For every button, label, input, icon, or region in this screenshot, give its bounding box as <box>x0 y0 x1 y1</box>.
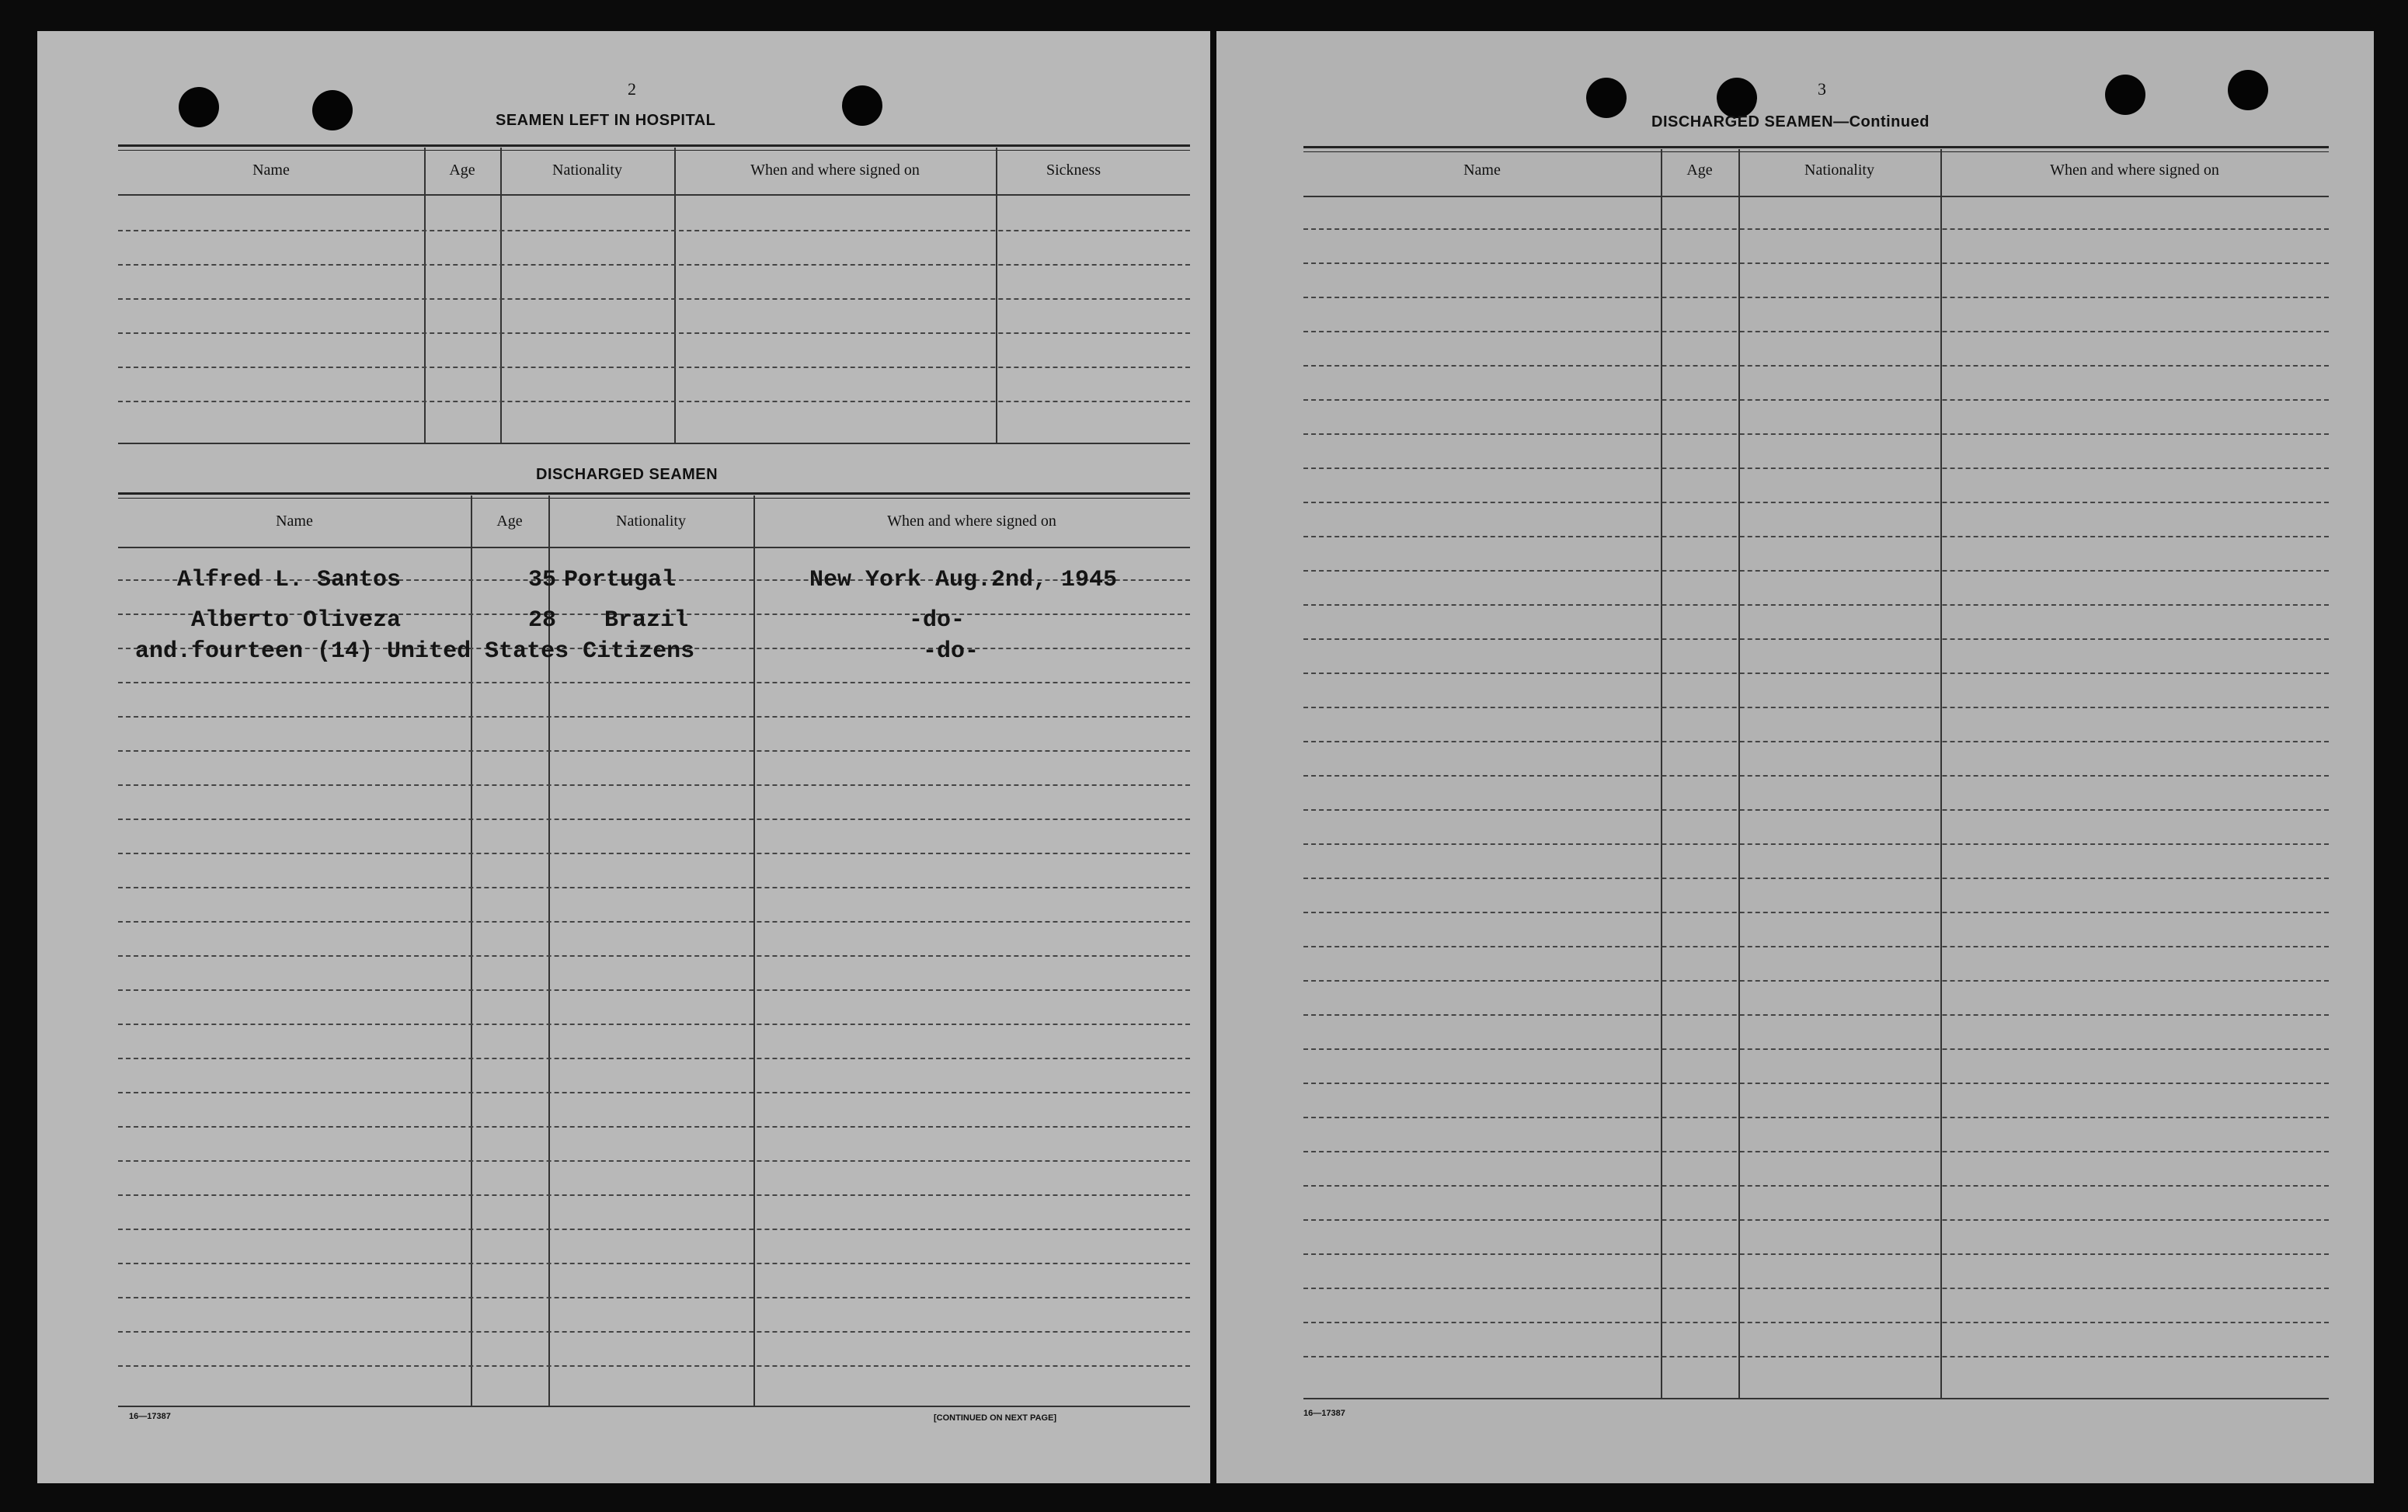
ruled-line <box>118 1058 1190 1059</box>
column-divider <box>1661 149 1662 1398</box>
ruled-line <box>1303 365 2329 367</box>
ruled-line <box>1303 946 2329 947</box>
col-signed-on-header: When and where signed on <box>2050 162 2219 179</box>
ruled-line <box>118 230 1190 231</box>
ruled-line <box>1303 1185 2329 1187</box>
ruled-line <box>1303 1288 2329 1289</box>
ruled-line <box>118 887 1190 888</box>
col-name-header: Name <box>252 162 290 179</box>
ruled-line <box>1303 673 2329 674</box>
ruled-line <box>118 332 1190 334</box>
ruled-line <box>118 1194 1190 1196</box>
ruled-line <box>118 750 1190 752</box>
col-signed-on-header: When and where signed on <box>887 513 1056 530</box>
ruled-line <box>1303 843 2329 845</box>
ruled-line <box>1303 878 2329 879</box>
ruled-line <box>1303 638 2329 640</box>
seaman-nationality: Brazil <box>604 607 689 634</box>
page-number: 3 <box>1818 79 1826 99</box>
seaman-signed-on: New York Aug.2nd, 1945 <box>809 567 1118 593</box>
ruled-line <box>118 1297 1190 1298</box>
col-nationality-header: Nationality <box>1804 162 1874 179</box>
table-bottom-rule <box>1303 1398 2329 1399</box>
header-rule <box>118 194 1190 196</box>
ruled-line <box>1303 228 2329 230</box>
col-name-header: Name <box>1463 162 1501 179</box>
ruled-line <box>1303 1219 2329 1221</box>
column-divider <box>1738 149 1740 1398</box>
col-signed-on-header: When and where signed on <box>750 162 920 179</box>
ruled-line <box>1303 912 2329 913</box>
ruled-line <box>1303 1083 2329 1084</box>
punch-hole <box>1586 78 1627 118</box>
seaman-name: Alberto Oliveza <box>191 607 402 634</box>
ruled-line <box>1303 399 2329 401</box>
column-divider <box>674 148 676 443</box>
ruled-line <box>1303 1322 2329 1323</box>
table-top-rule <box>118 144 1190 151</box>
ruled-line <box>118 1160 1190 1162</box>
seaman-name: and.fourteen (14) United States Citizens <box>135 638 695 665</box>
column-divider <box>500 148 502 443</box>
header-rule <box>1303 196 2329 197</box>
ruled-line <box>118 1331 1190 1333</box>
right-page <box>1216 31 2374 1483</box>
seaman-signed-on: -do- <box>923 638 980 665</box>
ruled-line <box>1303 741 2329 742</box>
punch-hole <box>2105 75 2145 115</box>
ruled-line <box>118 367 1190 368</box>
ruled-line <box>118 955 1190 957</box>
form-number: 16—17387 <box>129 1412 171 1421</box>
ruled-line <box>118 1126 1190 1128</box>
ruled-line <box>118 682 1190 683</box>
table-bottom-rule <box>118 1406 1190 1407</box>
punch-hole <box>179 87 219 127</box>
discharged-continued-title: DISCHARGED SEAMEN—Continued <box>1651 113 1930 130</box>
hospital-section-title: SEAMEN LEFT IN HOSPITAL <box>496 112 716 129</box>
ruled-line <box>1303 331 2329 332</box>
ruled-line <box>1303 809 2329 811</box>
ruled-line <box>1303 1253 2329 1255</box>
continued-note: [CONTINUED ON NEXT PAGE] <box>934 1413 1057 1423</box>
punch-hole <box>842 85 882 126</box>
punch-hole <box>312 90 353 130</box>
punch-hole <box>2228 70 2268 110</box>
ruled-line <box>1303 1117 2329 1118</box>
ruled-line <box>118 1365 1190 1367</box>
ruled-line <box>118 264 1190 266</box>
col-nationality-header: Nationality <box>616 513 686 530</box>
column-divider <box>996 148 997 443</box>
ruled-line <box>1303 433 2329 435</box>
table-top-rule <box>1303 146 2329 152</box>
col-name-header: Name <box>276 513 313 530</box>
ruled-line <box>118 819 1190 820</box>
ruled-line <box>118 1092 1190 1093</box>
header-rule <box>118 547 1190 548</box>
seaman-age: 35 <box>528 567 557 593</box>
table-bottom-rule <box>118 443 1190 444</box>
form-number: 16—17387 <box>1303 1409 1345 1418</box>
seaman-nationality: Portugal <box>564 567 677 593</box>
ruled-line <box>1303 980 2329 982</box>
col-nationality-header: Nationality <box>552 162 622 179</box>
col-age-header: Age <box>449 162 475 179</box>
table-top-rule <box>118 492 1190 499</box>
ruled-line <box>1303 1356 2329 1357</box>
seaman-name: Alfred L. Santos <box>177 567 402 593</box>
ruled-line <box>118 716 1190 718</box>
column-divider <box>471 495 472 1406</box>
ruled-line <box>1303 1151 2329 1152</box>
col-age-header: Age <box>496 513 523 530</box>
ruled-line <box>1303 468 2329 469</box>
seaman-signed-on: -do- <box>909 607 966 634</box>
ruled-line <box>118 921 1190 923</box>
punch-hole <box>1717 78 1757 118</box>
column-divider <box>424 148 426 443</box>
ruled-line <box>118 1024 1190 1025</box>
ruled-line <box>1303 707 2329 708</box>
column-divider <box>1940 149 1942 1398</box>
left-page <box>37 31 1210 1483</box>
col-sickness-header: Sickness <box>1046 162 1101 179</box>
ruled-line <box>1303 570 2329 572</box>
ruled-line <box>1303 604 2329 606</box>
ruled-line <box>1303 536 2329 537</box>
column-divider <box>753 495 755 1406</box>
seaman-age: 28 <box>528 607 557 634</box>
ruled-line <box>1303 297 2329 298</box>
ruled-line <box>118 784 1190 786</box>
ruled-line <box>118 853 1190 854</box>
ruled-line <box>118 989 1190 991</box>
col-age-header: Age <box>1686 162 1713 179</box>
ruled-line <box>1303 775 2329 777</box>
ruled-line <box>118 1229 1190 1230</box>
ruled-line <box>1303 502 2329 503</box>
discharged-section-title: DISCHARGED SEAMEN <box>536 466 719 483</box>
page-number: 2 <box>628 79 636 99</box>
ruled-line <box>118 401 1190 402</box>
ruled-line <box>1303 262 2329 264</box>
ruled-line <box>118 298 1190 300</box>
ruled-line <box>118 1263 1190 1264</box>
ruled-line <box>1303 1048 2329 1050</box>
ruled-line <box>1303 1014 2329 1016</box>
